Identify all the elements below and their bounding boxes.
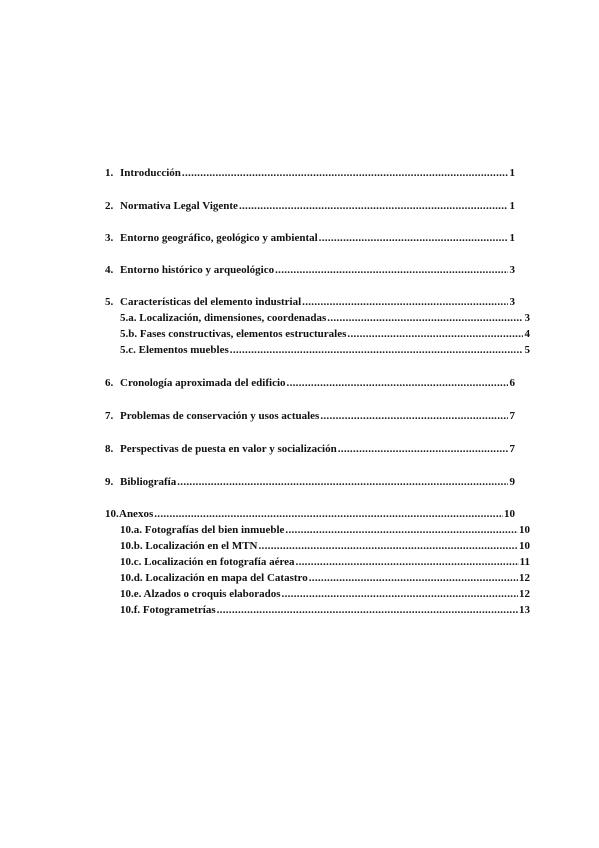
toc-title: Normativa Legal Vigente bbox=[120, 200, 238, 212]
toc-entry-anexos[interactable] bbox=[105, 507, 515, 521]
toc-title: Problemas de conservación y usos actuales bbox=[120, 410, 320, 422]
toc-leader-dots bbox=[282, 587, 518, 601]
toc-title: 10.f. Fotogrametrías bbox=[120, 604, 216, 616]
toc-number: 1. bbox=[105, 167, 114, 179]
toc-title: 10.d. Localización en mapa del Catastro bbox=[120, 572, 308, 584]
toc-number: 8. bbox=[105, 443, 114, 455]
toc-leader-dots bbox=[327, 311, 523, 325]
toc-page-number: 3 bbox=[524, 312, 530, 324]
toc-entry-perspectivas[interactable] bbox=[105, 442, 515, 456]
toc-page-number: 3 bbox=[509, 296, 515, 308]
toc-page-number: 1 bbox=[509, 200, 515, 212]
toc-subentry-5c[interactable] bbox=[105, 343, 530, 357]
toc-subentry-10b[interactable] bbox=[105, 539, 530, 553]
toc-title: Perspectivas de puesta en valor y socialización bbox=[120, 443, 337, 455]
toc-title: 10.b. Localización en el MTN bbox=[120, 540, 258, 552]
toc-title: 10.e. Alzados o croquis elaborados bbox=[120, 588, 281, 600]
toc-page-number: 7 bbox=[509, 410, 515, 422]
toc-number: 4. bbox=[105, 264, 114, 276]
toc-title: 10.a. Fotografías del bien inmueble bbox=[120, 524, 285, 536]
toc-page-number: 5 bbox=[524, 344, 530, 356]
toc-leader-dots bbox=[230, 343, 523, 357]
toc-subentry-10d[interactable] bbox=[105, 571, 530, 585]
toc-page-number: 10 bbox=[504, 508, 515, 520]
toc-title: 10.c. Localización en fotografía aérea bbox=[120, 556, 295, 568]
toc-leader-dots bbox=[285, 523, 518, 537]
toc-leader-dots bbox=[338, 442, 508, 456]
toc-leader-dots bbox=[177, 475, 508, 489]
toc-entry-introduccion[interactable] bbox=[105, 166, 515, 180]
toc-page-number: 12 bbox=[519, 572, 530, 584]
toc-leader-dots bbox=[320, 409, 508, 423]
toc-title: 5.b. Fases constructivas, elementos estructurales bbox=[120, 328, 347, 340]
toc-entry-caracteristicas[interactable] bbox=[105, 295, 515, 309]
toc-leader-dots bbox=[319, 231, 508, 245]
toc-entry-normativa[interactable] bbox=[105, 199, 515, 213]
toc-leader-dots bbox=[296, 555, 519, 569]
toc-leader-dots bbox=[239, 199, 508, 213]
toc-page-number: 10 bbox=[519, 540, 530, 552]
toc-leader-dots bbox=[217, 603, 518, 617]
toc-entry-problemas[interactable] bbox=[105, 409, 515, 423]
toc-subentry-10e[interactable] bbox=[105, 587, 530, 601]
toc-leader-dots bbox=[154, 507, 503, 521]
toc-title: 5.c. Elementos muebles bbox=[120, 344, 229, 356]
toc-page-number: 6 bbox=[509, 377, 515, 389]
toc-subentry-10a[interactable] bbox=[105, 523, 530, 537]
toc-page-number: 1 bbox=[509, 167, 515, 179]
toc-number: 9. bbox=[105, 476, 114, 488]
toc-title: 5.a. Localización, dimensiones, coordenadas bbox=[120, 312, 327, 324]
toc-leader-dots bbox=[302, 295, 508, 309]
toc-number: 10. bbox=[105, 508, 119, 520]
toc-page-number: 10 bbox=[519, 524, 530, 536]
toc-title: Entorno geográfico, geológico y ambiental bbox=[120, 232, 318, 244]
toc-leader-dots bbox=[347, 327, 523, 341]
toc-subentry-10c[interactable] bbox=[105, 555, 530, 569]
toc-number: 7. bbox=[105, 410, 114, 422]
toc-number: 2. bbox=[105, 200, 114, 212]
toc-title: Características del elemento industrial bbox=[120, 296, 302, 308]
toc-title: Bibliografía bbox=[120, 476, 177, 488]
toc-title: Entorno histórico y arqueológico bbox=[120, 264, 275, 276]
toc-leader-dots bbox=[275, 263, 508, 277]
toc-page-number: 12 bbox=[519, 588, 530, 600]
toc-leader-dots bbox=[182, 166, 508, 180]
toc-subentry-10f[interactable] bbox=[105, 603, 530, 617]
toc-entry-entorno-historico[interactable] bbox=[105, 263, 515, 277]
toc-entry-bibliografia[interactable] bbox=[105, 475, 515, 489]
toc-page-number: 13 bbox=[519, 604, 530, 616]
toc-leader-dots bbox=[309, 571, 518, 585]
toc-title: Cronología aproximada del edificio bbox=[120, 377, 286, 389]
toc-title: Anexos bbox=[119, 508, 154, 520]
toc-entry-entorno-geografico[interactable] bbox=[105, 231, 515, 245]
toc-subentry-5b[interactable] bbox=[105, 327, 530, 341]
toc-subentry-5a[interactable] bbox=[105, 311, 530, 325]
toc-leader-dots bbox=[287, 376, 508, 390]
toc-page-number: 1 bbox=[509, 232, 515, 244]
toc-page-number: 4 bbox=[524, 328, 530, 340]
toc-page-number: 7 bbox=[509, 443, 515, 455]
toc-page-number: 3 bbox=[509, 264, 515, 276]
toc-entry-cronologia[interactable] bbox=[105, 376, 515, 390]
toc-number: 5. bbox=[105, 296, 114, 308]
toc-leader-dots bbox=[259, 539, 519, 553]
toc-number: 3. bbox=[105, 232, 114, 244]
toc-number: 6. bbox=[105, 377, 114, 389]
toc-title: Introducción bbox=[120, 167, 181, 179]
toc-page-number: 11 bbox=[519, 556, 530, 568]
toc-page-number: 9 bbox=[509, 476, 515, 488]
